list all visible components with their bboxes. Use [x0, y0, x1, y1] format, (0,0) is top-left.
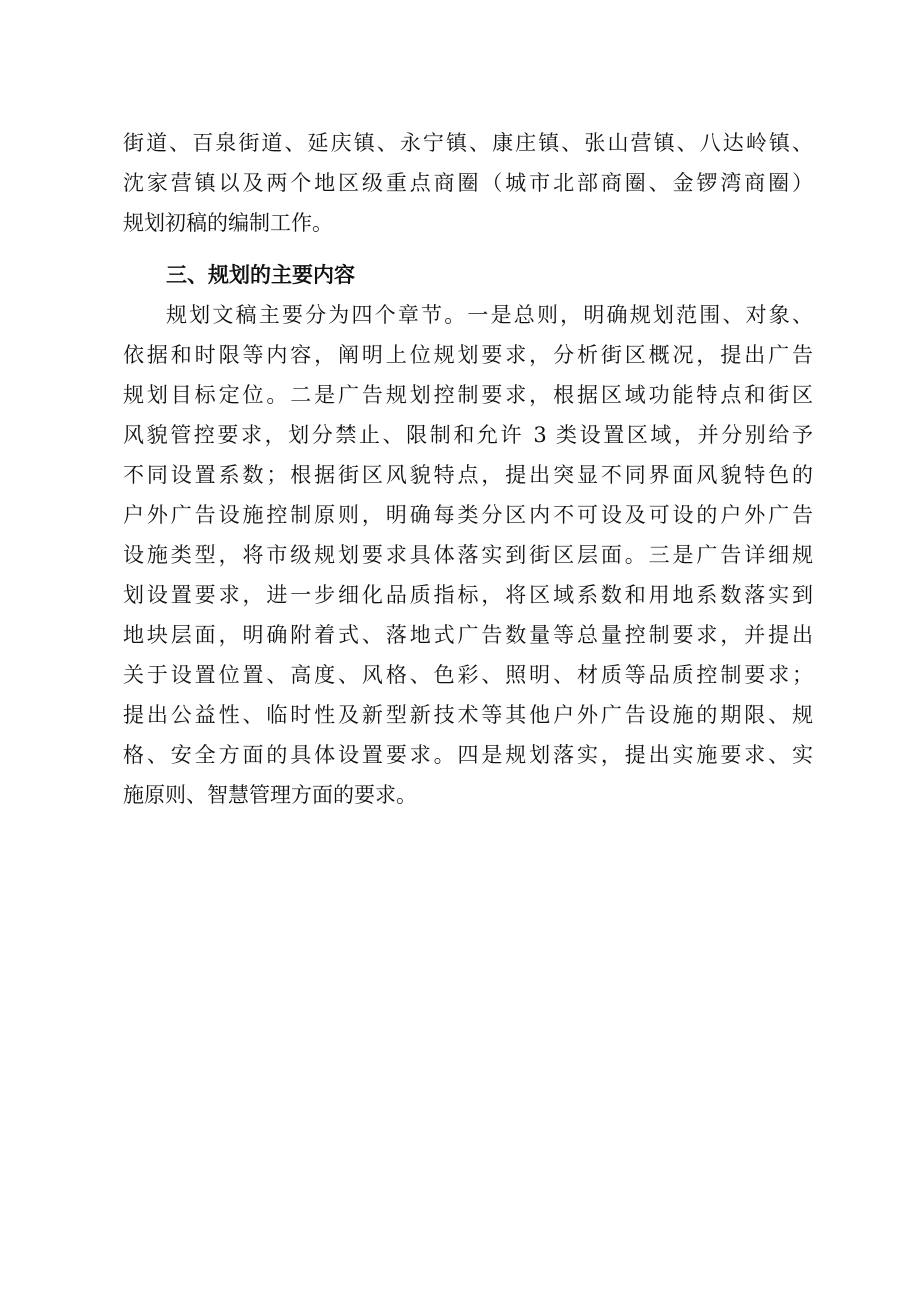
- paragraph-line: 不同设置系数；根据街区风貌特点，提出突显不同界面风貌特色的: [123, 463, 813, 487]
- paragraph-line: 设施类型，将市级规划要求具体落实到街区层面。三是广告详细规: [123, 543, 813, 567]
- paragraph-line: 沈家营镇以及两个地区级重点商圈（城市北部商圈、金锣湾商圈）: [123, 171, 813, 195]
- paragraph-line: 提出公益性、临时性及新型新技术等其他户外广告设施的期限、规: [123, 703, 813, 727]
- paragraph-line: 规划初稿的编制工作。: [123, 211, 333, 235]
- paragraph-line: 街道、百泉街道、延庆镇、永宁镇、康庄镇、张山营镇、八达岭镇、: [123, 131, 813, 155]
- paragraph-line: 规划文稿主要分为四个章节。一是总则，明确规划范围、对象、: [166, 303, 813, 327]
- paragraph-main-content: [123, 295, 813, 815]
- paragraph-line: 风貌管控要求，划分禁止、限制和允许 3 类设置区域，并分别给予: [123, 423, 813, 447]
- paragraph-line: 规划目标定位。二是广告规划控制要求，根据区域功能特点和街区: [123, 383, 813, 407]
- paragraph-line: 地块层面，明确附着式、落地式广告数量等总量控制要求，并提出: [123, 623, 813, 647]
- section-heading: 三、规划的主要内容: [166, 263, 355, 287]
- paragraph-continuation: [123, 123, 813, 243]
- paragraph-line: 户外广告设施控制原则，明确每类分区内不可设及可设的户外广告: [123, 503, 813, 527]
- paragraph-line: 施原则、智慧管理方面的要求。: [123, 783, 417, 807]
- paragraph-line: 依据和时限等内容，阐明上位规划要求，分析街区概况，提出广告: [123, 343, 813, 367]
- paragraph-line: 划设置要求，进一步细化品质指标，将区域系数和用地系数落实到: [123, 583, 813, 607]
- paragraph-line: 关于设置位置、高度、风格、色彩、照明、材质等品质控制要求；: [123, 663, 813, 687]
- paragraph-line: 格、安全方面的具体设置要求。四是规划落实，提出实施要求、实: [123, 743, 813, 767]
